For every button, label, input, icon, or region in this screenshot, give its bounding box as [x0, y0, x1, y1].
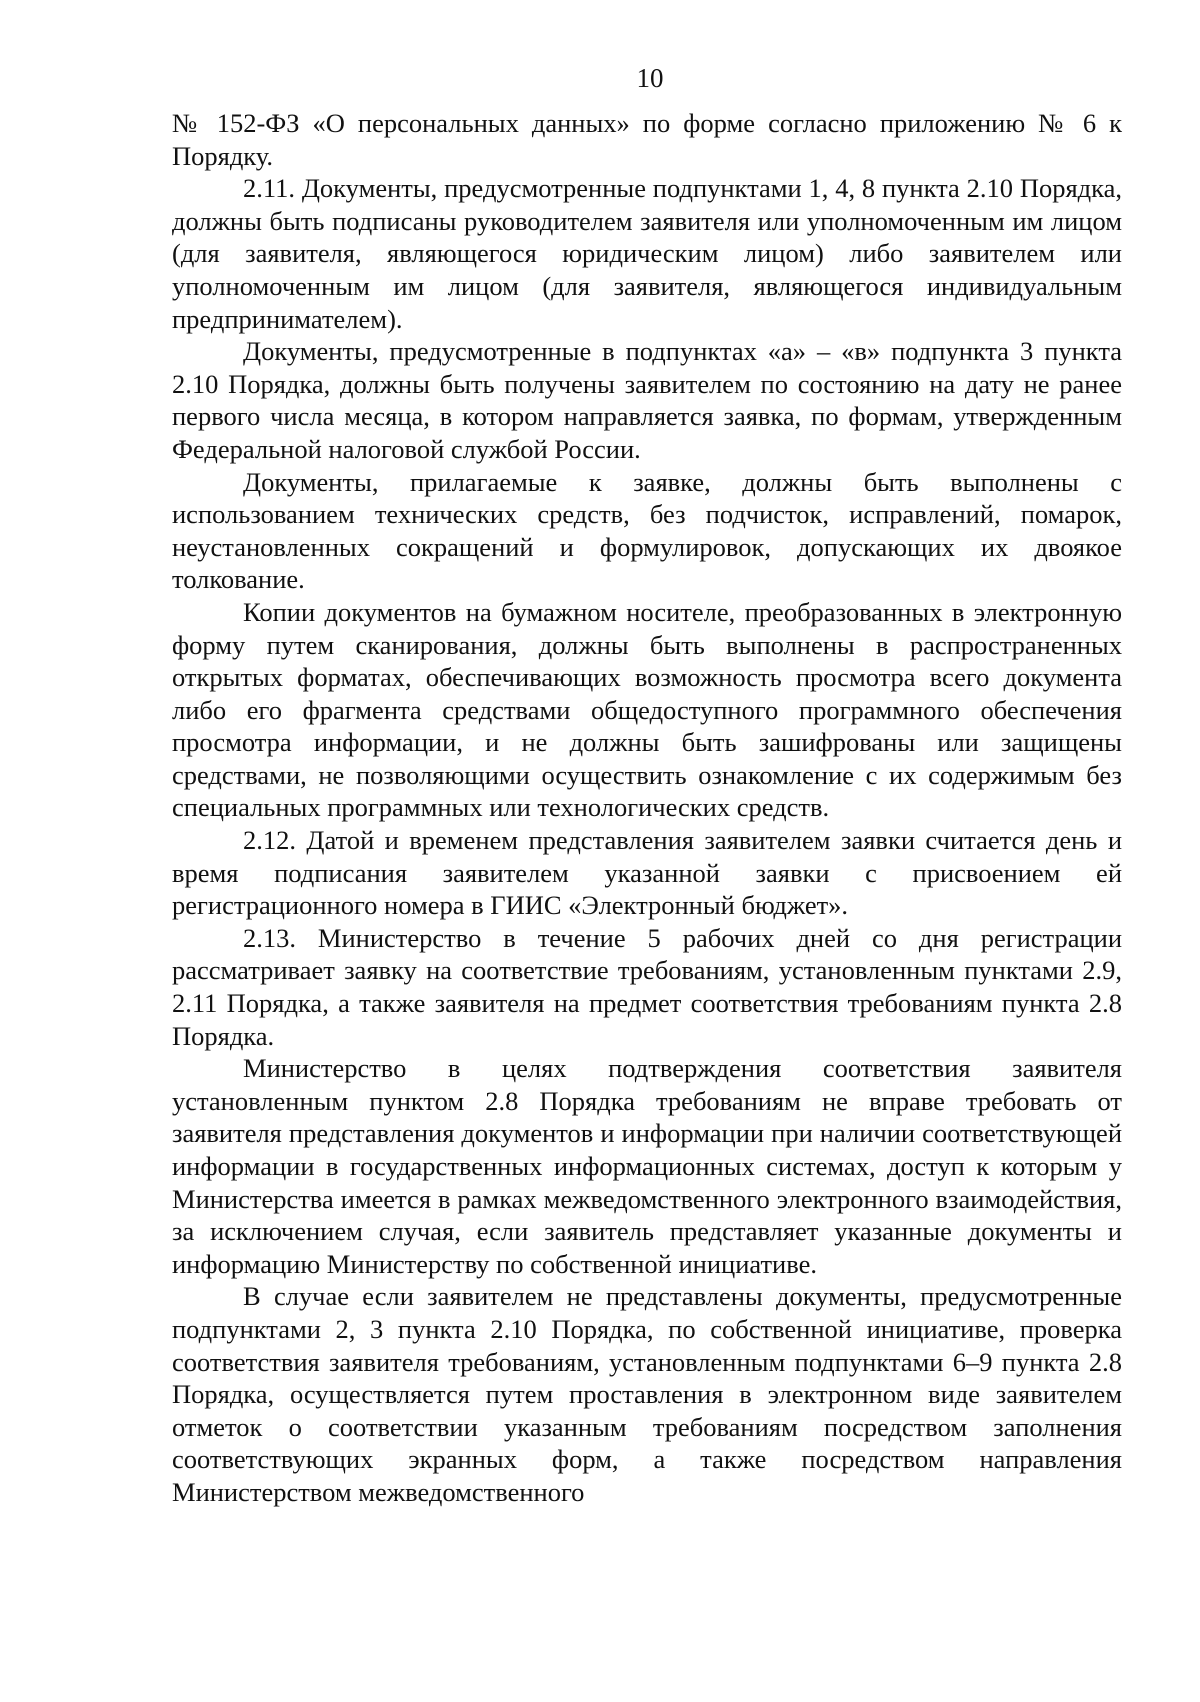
page-number: 10: [636, 63, 664, 93]
paragraph: Министерство в целях подтверждения соответствия заявителя установленным пунктом 2.8 Порядка требованиям не вправе требовать от заявителя представления документов и информации при наличии соответствующей информации в государственных информационных системах, доступ к которым у Министерства имеется в рамках межведомственного электронного взаимодействия, за исключением случая, если заявитель представляет указанные документы и информацию Министерству по собственной инициативе.: [172, 1053, 1122, 1279]
paragraph: Документы, прилагаемые к заявке, должны быть выполнены с использованием технических средств, без подчисток, исправлений, помарок, неустановленных сокращений и формулировок, допускающих их двоякое толкование.: [172, 466, 1122, 595]
paragraph: 2.11. Документы, предусмотренные подпунктами 1, 4, 8 пункта 2.10 Порядка, должны быть подписаны руководителем заявителя или уполномоченным им лицом (для заявителя, являющегося юридическим лицом) либо заявителем или уполномоченным им лицом (для заявителя, являющегося индивидуальным предпринимателем).: [172, 173, 1122, 334]
paragraph: Документы, предусмотренные в подпунктах «а» – «в» подпункта 3 пункта 2.10 Порядка, должны быть получены заявителем по состоянию на дату не ранее первого числа месяца, в котором направляется заявка, по формам, утвержденным Федеральной налоговой службой России.: [172, 336, 1122, 464]
paragraph: 2.13. Министерство в течение 5 рабочих дней со дня регистрации рассматривает заявку на соответствие требованиям, установленным пунктами 2.9, 2.11 Порядка, а также заявителя на предмет соответствия требованиям пункта 2.8 Порядка.: [172, 922, 1122, 1051]
paragraph: 2.12. Датой и временем представления заявителем заявки считается день и время подписания заявителем указанной заявки с присвоением ей регистрационного номера в ГИИС «Электронный бюджет».: [172, 825, 1122, 921]
paragraph: № 152-ФЗ «О персональных данных» по форме согласно приложению № 6 к Порядку.: [172, 108, 1122, 171]
paragraph: Копии документов на бумажном носителе, преобразованных в электронную форму путем сканирования, должны быть выполнены в распространенных открытых форматах, обеспечивающих возможность просмотра всего документа либо его фрагмента средствами общедоступного программного обеспечения просмотра информации, и не должны быть зашифрованы или защищены средствами, не позволяющими осуществить ознакомление с их содержимым без специальных программных или технологических средств.: [172, 596, 1122, 823]
paragraph: В случае если заявителем не представлены документы, предусмотренные подпунктами 2, 3 пункта 2.10 Порядка, по собственной инициативе, проверка соответствия заявителя требованиям, установленным подпунктами 6–9 пункта 2.8 Порядка, осуществляется путем проставления в электронном виде заявителем отметок о соответствии указанным требованиям посредством заполнения соответствующих экранных форм, а также посредством направления Министерством межведомственного: [172, 1281, 1122, 1507]
document-body: [172, 107, 1122, 1509]
